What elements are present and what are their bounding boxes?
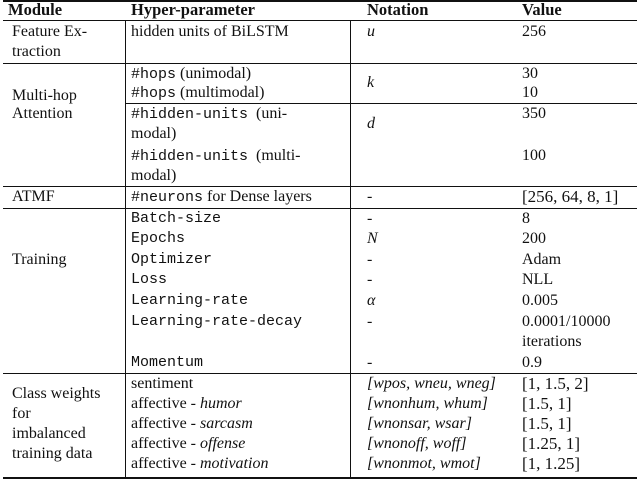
param-hidden-uni-code: #hidden-units xyxy=(131,106,249,123)
notation-batch-size: - xyxy=(367,210,373,227)
value-sentiment: [1, 1.5, 2] xyxy=(522,374,589,393)
value-sarcasm: [1.5, 1] xyxy=(522,414,572,433)
header-notation: Notation xyxy=(367,0,429,19)
module-feature-line1: Feature Ex- xyxy=(12,23,88,40)
param-sentiment-a: sentiment xyxy=(131,375,194,392)
notation-sentiment: [wpos, wneu, wneg] xyxy=(367,375,496,392)
atmf-rule xyxy=(3,208,637,209)
notation-optimizer: - xyxy=(367,251,373,268)
header-value: Value xyxy=(522,0,562,19)
value-motivation: [1, 1.25] xyxy=(522,454,581,473)
notation-humor: [wnonhum, whum] xyxy=(367,395,488,412)
module-class-weights-line1: Class weights xyxy=(12,385,101,402)
param-motivation xyxy=(131,454,268,474)
notation-d: d xyxy=(367,115,375,132)
notation-u: u xyxy=(367,23,375,40)
param-neurons xyxy=(131,187,312,208)
notation-loss: - xyxy=(367,271,373,288)
param-optimizer: Optimizer xyxy=(131,251,213,268)
notation-offense: [wnonoff, woff] xyxy=(367,435,467,452)
param-hops-unimodal-code: #hops xyxy=(131,66,177,83)
notation-sarcasm: [wnonsar, wsar] xyxy=(367,415,472,432)
value-loss: NLL xyxy=(522,271,554,288)
param-hidden-uni-text: (uni- xyxy=(248,105,288,122)
module-multihop-line2: Attention xyxy=(12,105,73,122)
notation-learning-rate: α xyxy=(367,292,376,309)
notation-atmf: - xyxy=(367,188,373,205)
value-offense: [1.25, 1] xyxy=(522,434,581,453)
param-hidden-units: hidden units of BiLSTM xyxy=(131,23,289,40)
param-humor xyxy=(131,394,242,414)
param-hidden-multi-code: #hidden-units xyxy=(131,148,249,165)
value-learning-rate: 0.005 xyxy=(522,292,558,309)
value-350: 350 xyxy=(522,105,546,122)
param-hidden-uni-line2: modal) xyxy=(131,125,177,142)
value-dense-layers: [256, 64, 8, 1] xyxy=(522,187,619,206)
param-neurons-code: #neurons xyxy=(131,189,204,206)
param-hidden-multi-text: (multi- xyxy=(248,147,301,164)
param-hops-unimodal-text: (unimodal) xyxy=(176,65,252,82)
param-humor-b: humor xyxy=(200,395,242,412)
value-100: 100 xyxy=(522,147,546,164)
param-sarcasm xyxy=(131,414,253,434)
param-batch-size: Batch-size xyxy=(131,210,222,227)
param-hidden-uni xyxy=(131,104,287,125)
value-optimizer: Adam xyxy=(522,251,562,268)
param-neurons-text: for Dense layers xyxy=(203,188,312,205)
header-hyper-parameter: Hyper-parameter xyxy=(131,0,255,19)
param-hidden-multi-line2: modal) xyxy=(131,167,177,184)
param-hops-unimodal xyxy=(131,64,251,85)
notation-momentum: - xyxy=(367,354,373,371)
notation-learning-rate-decay: - xyxy=(367,313,373,330)
param-sarcasm-a: affective - xyxy=(131,415,200,432)
param-momentum: Momentum xyxy=(131,354,204,371)
notation-epochs: N xyxy=(367,230,378,247)
param-offense xyxy=(131,434,245,454)
module-training: Training xyxy=(12,251,67,268)
value-256: 256 xyxy=(522,23,546,40)
param-loss: Loss xyxy=(131,271,168,288)
value-30: 30 xyxy=(522,65,538,82)
module-class-weights-line4: training data xyxy=(12,445,93,462)
param-learning-rate-decay: Learning-rate-decay xyxy=(131,313,303,330)
module-multihop-line1: Multi-hop xyxy=(12,87,77,104)
param-motivation-b: motivation xyxy=(200,455,269,472)
notation-k: k xyxy=(367,74,375,91)
notation-motivation: [wnonmot, wmot] xyxy=(367,455,481,472)
param-hops-multimodal xyxy=(131,83,264,104)
value-epochs: 200 xyxy=(522,230,546,247)
param-sentiment xyxy=(131,374,193,394)
value-learning-rate-decay-line2: iterations xyxy=(522,333,582,350)
param-offense-b: offense xyxy=(200,435,246,452)
param-sarcasm-b: sarcasm xyxy=(200,415,253,432)
param-epochs: Epochs xyxy=(131,230,186,247)
value-learning-rate-decay: 0.0001/10000 xyxy=(522,313,611,330)
feature-rule xyxy=(3,63,637,64)
param-learning-rate: Learning-rate xyxy=(131,292,249,309)
module-class-weights-line2: for xyxy=(12,405,31,422)
col-separator-2 xyxy=(350,21,351,477)
value-humor: [1.5, 1] xyxy=(522,394,572,413)
header-module: Module xyxy=(8,0,63,19)
module-class-weights-line3: imbalanced xyxy=(12,425,86,442)
col-separator-1 xyxy=(125,21,126,477)
value-10: 10 xyxy=(522,84,538,101)
value-batch-size: 8 xyxy=(522,210,530,227)
param-hops-multimodal-text: (multimodal) xyxy=(176,84,265,101)
param-humor-a: affective - xyxy=(131,395,200,412)
param-hops-multimodal-code: #hops xyxy=(131,85,177,102)
module-feature-line2: traction xyxy=(12,43,61,60)
header-rule xyxy=(3,20,637,21)
param-offense-a: affective - xyxy=(131,435,200,452)
param-motivation-a: affective - xyxy=(131,455,200,472)
value-momentum: 0.9 xyxy=(522,354,542,371)
bottom-rule xyxy=(3,477,637,479)
param-hidden-multi xyxy=(131,146,300,167)
module-atmf: ATMF xyxy=(12,188,55,205)
